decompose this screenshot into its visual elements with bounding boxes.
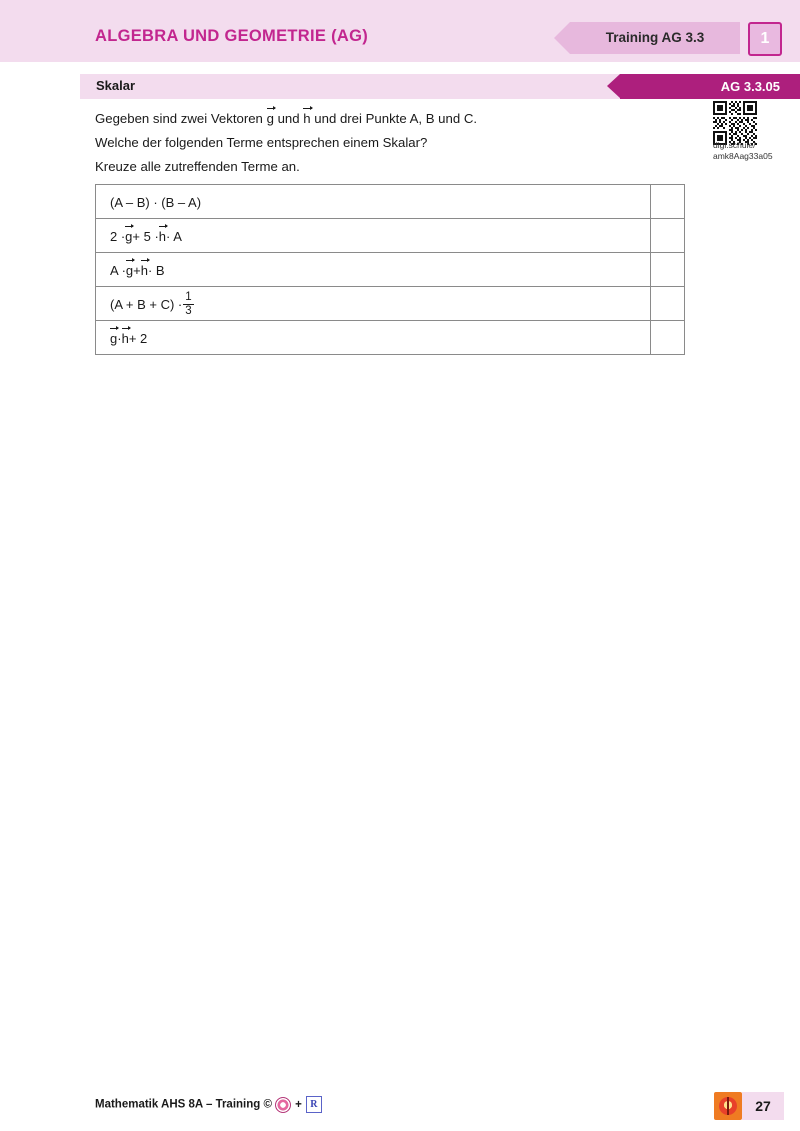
vector-g-symbol: g bbox=[125, 228, 133, 244]
footer-credit-text: Mathematik AHS 8A – Training © bbox=[95, 1098, 272, 1111]
chapter-number: 1 bbox=[760, 30, 770, 47]
vector-h-symbol: h bbox=[140, 262, 148, 278]
task-header-bar bbox=[80, 74, 800, 99]
task-title: Skalar bbox=[96, 78, 136, 93]
qr-code-icon[interactable] bbox=[713, 101, 757, 145]
option-term-1 bbox=[110, 185, 201, 219]
footer-plus: + bbox=[295, 1098, 302, 1111]
vector-g-symbol: g bbox=[125, 262, 134, 278]
training-label: Training AG 3.3 bbox=[605, 30, 705, 45]
task-intro-line bbox=[95, 111, 477, 126]
term-text: · bbox=[117, 330, 122, 346]
checkbox-cell-3[interactable] bbox=[650, 253, 684, 287]
answer-options-table bbox=[95, 184, 685, 355]
footer-credit bbox=[95, 1096, 322, 1113]
training-banner bbox=[570, 22, 740, 54]
checkbox-cell-5[interactable] bbox=[650, 321, 684, 355]
page-number-box bbox=[742, 1092, 784, 1120]
fraction bbox=[183, 291, 193, 316]
ladybug-icon bbox=[714, 1092, 742, 1120]
vector-h-symbol: h bbox=[158, 228, 167, 244]
ladybug-glyph bbox=[719, 1097, 737, 1115]
task-code-banner bbox=[620, 74, 800, 99]
term-text: (A + B + C) · bbox=[110, 296, 183, 312]
table-row bbox=[96, 321, 684, 355]
term-text: 2 · bbox=[110, 228, 126, 244]
option-term-2 bbox=[110, 219, 182, 253]
term-text: + 2 bbox=[128, 330, 148, 346]
qr-caption-line-2: amk8Aag33a05 bbox=[713, 151, 773, 162]
option-term-4 bbox=[110, 287, 195, 321]
option-term-5 bbox=[110, 321, 147, 355]
task-intro-part-1: Gegeben sind zwei Vektoren bbox=[95, 111, 263, 126]
task-question: Welche der folgenden Terme entsprechen einem Skalar? bbox=[95, 135, 428, 150]
vector-h-symbol: h bbox=[121, 330, 129, 346]
checkbox-cell-2[interactable] bbox=[650, 219, 684, 253]
vector-g-symbol: g bbox=[110, 330, 118, 346]
page-title: ALGEBRA UND GEOMETRIE (AG) bbox=[95, 27, 369, 45]
footer-logos bbox=[275, 1096, 322, 1113]
qr-caption bbox=[713, 140, 800, 163]
task-intro-part-2: und bbox=[277, 111, 300, 126]
page-header bbox=[0, 0, 800, 62]
vector-g-inline: g bbox=[266, 111, 274, 126]
fraction-denominator: 3 bbox=[185, 304, 192, 317]
r-logo-icon: R bbox=[306, 1096, 322, 1113]
option-term-3 bbox=[110, 253, 165, 287]
ball-logo-icon bbox=[275, 1097, 291, 1113]
term-text: A · bbox=[110, 262, 126, 278]
term-text: + 5 · bbox=[132, 228, 159, 244]
vector-h-inline: h bbox=[303, 111, 311, 126]
qr-caption-line-1: digi.schule/ bbox=[713, 140, 756, 150]
table-row bbox=[96, 287, 684, 321]
table-row bbox=[96, 185, 684, 219]
checkbox-cell-4[interactable] bbox=[650, 287, 684, 321]
term-text: · A bbox=[166, 228, 182, 244]
task-instruction: Kreuze alle zutreffenden Terme an. bbox=[95, 159, 300, 174]
term-text: (A – B) · (B – A) bbox=[110, 194, 202, 210]
page-number: 27 bbox=[755, 1098, 771, 1114]
chapter-number-box bbox=[748, 22, 782, 56]
term-text: + bbox=[133, 262, 141, 278]
task-code: AG 3.3.05 bbox=[720, 79, 780, 94]
fraction-numerator: 1 bbox=[185, 291, 192, 304]
table-row bbox=[96, 219, 684, 253]
term-text: · B bbox=[147, 262, 165, 278]
table-row bbox=[96, 253, 684, 287]
task-intro-part-3: und drei Punkte A, B und C. bbox=[314, 111, 478, 126]
checkbox-cell-1[interactable] bbox=[650, 185, 684, 219]
